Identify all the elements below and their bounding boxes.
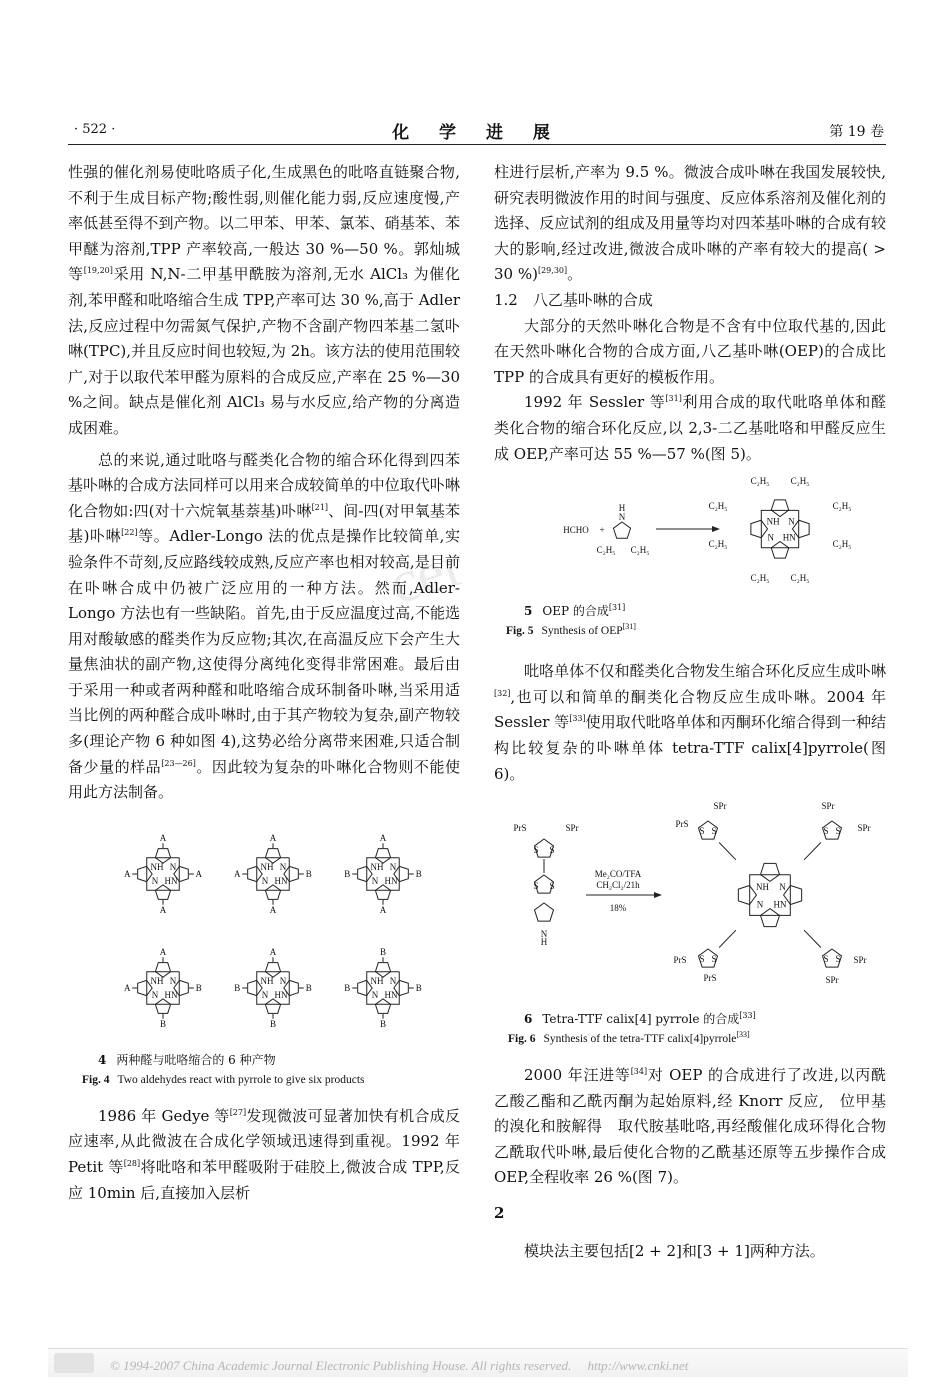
paragraph: [68, 160, 460, 442]
n-label: N: [371, 875, 379, 886]
left-column: [68, 160, 460, 1206]
ethyl-label: C₂H₅: [630, 545, 650, 556]
watermark: cer: [381, 531, 472, 617]
cnki-logo-icon: [54, 1353, 94, 1373]
text-run: 发现微波可显著加快有机合成反应速率,从此微波在合成化学领域迅速得到重视。1992 年 Petit 等: [68, 1106, 460, 1177]
citation: [23—26]: [161, 758, 196, 768]
ethyl-label: C₂H₅: [708, 539, 728, 550]
n-label: N: [779, 882, 786, 893]
citation: [33]: [736, 1030, 750, 1040]
substituent-label: B: [344, 982, 351, 993]
ethyl-label: C₂H₅: [832, 501, 852, 512]
caption-number: Fig. 6: [508, 1033, 536, 1046]
double-bond: [804, 843, 821, 860]
citation: [31]: [665, 394, 682, 404]
prs-label: PrS: [675, 819, 689, 830]
substituent-label: B: [305, 868, 312, 879]
spr-label: SPr: [825, 975, 839, 986]
spr-label: SPr: [857, 823, 871, 834]
s-label: S: [823, 954, 829, 965]
citation: [33]: [569, 714, 586, 724]
pyrrole-ring: [738, 886, 756, 905]
figure-4-structures: [68, 810, 460, 1046]
arrow-head: [712, 526, 720, 532]
n-label: N: [279, 861, 287, 872]
paragraph: [494, 659, 886, 787]
right-column: [494, 160, 886, 1264]
ethyl-label: C₂H₅: [708, 501, 728, 512]
s-label: S: [823, 826, 829, 837]
n-label: N: [279, 975, 287, 986]
substituent-label: A: [269, 947, 277, 958]
paragraph: [494, 1063, 886, 1191]
substituent-label: B: [305, 982, 312, 993]
citation: [28]: [123, 1159, 141, 1169]
citation: [22]: [121, 528, 138, 538]
h-label: H: [618, 503, 626, 514]
text-run: 1986 年 Gedye 等: [98, 1106, 230, 1125]
n-label: N: [788, 516, 795, 527]
s-label: S: [699, 954, 705, 965]
pyrrole-ring: [613, 522, 630, 538]
ethyl-label: C₂H₅: [790, 476, 810, 487]
text-run: 总的来说,通过吡咯与醛类化合物的缩合环化得到四苯基卟啉的合成方法同样可以用来合成较简单的中位取代卟啉化合物如:四(对十六烷氧基萘基)卟啉: [68, 450, 460, 520]
copyright-notice: © 1994-2007 China Academic Journal Electronic Publishing House. All rights reserved. http://www.cnki.net: [110, 1358, 689, 1373]
caption-number: Fig. 5: [506, 625, 534, 638]
caption-number: 6: [524, 1012, 533, 1027]
pyrrole-ring: [265, 999, 280, 1013]
text-run: 吡咯单体不仅和醛类化合物发生缩合环化反应生成卟啉: [524, 662, 886, 681]
n-label: N: [389, 861, 397, 872]
caption-number: 5: [524, 604, 533, 619]
plus-sign: +: [599, 525, 605, 536]
s-label: S: [699, 826, 705, 837]
pyrrole-ring: [771, 500, 788, 517]
n-label: N: [261, 875, 269, 886]
text-run: 模块法主要包括[2 + 2]和[3 + 1]两种方法。: [524, 1241, 825, 1260]
text-run: 。因此较为复杂的卟啉化合物则不能使用此方法制备。: [68, 757, 460, 802]
text-run: 、间-四(对甲氧基苯基)卟啉: [68, 501, 461, 546]
substituent-label: A: [159, 947, 167, 958]
hn-label: HN: [384, 989, 398, 1000]
yield-label: 18%: [609, 903, 627, 914]
n-label: N: [767, 532, 775, 543]
n-label: N: [169, 861, 177, 872]
text-run: 对 OEP 的合成进行了改进,以丙酰乙酸乙酯和乙酰丙酮为起始原料,经 Knorr 反应, 位甲基的溴化和胺解得 取代胺基吡咯,再经酸催化成环得化合物乙酰取代卟啉,最后使化合物的乙酰基还原等五步操作合成 OEP,全程收率 26 %(图 7)。: [494, 1066, 886, 1187]
n-label: N: [618, 512, 626, 523]
pyrrole-ring: [751, 520, 768, 537]
substituent-label: B: [344, 868, 351, 879]
pyrrole-ring: [265, 849, 280, 863]
ethyl-label: C₂H₅: [832, 539, 852, 550]
caption-text: Tetra-TTF calix[4] pyrrole 的合成: [542, 1012, 740, 1027]
figure-4: [68, 810, 460, 1090]
s-label: S: [711, 826, 717, 837]
journal-title: 化 学 进 展: [392, 123, 562, 143]
paragraph: [494, 390, 886, 467]
substituent-label: B: [415, 982, 422, 993]
figure-4-caption: [68, 1050, 460, 1070]
text-run: 性强的催化剂易使吡咯质子化,生成黑色的吡咯直链聚合物,不利于生成目标产物;酸性弱,则催化能力弱,反应速度慢,产率低甚至得不到产物。以二甲苯、甲苯、氯苯、硝基苯、苯甲醚为溶剂,TPP 产率较高,一般达 30 %—50 %。郭灿城等: [68, 163, 460, 284]
caption-number: 4: [98, 1052, 107, 1067]
text-run: 大部分的天然卟啉化合物是不含有中位取代基的,因此在天然卟啉化合物的合成方面,八乙基卟啉(OEP)的合成比 TPP 的合成具有更好的模板作用。: [494, 316, 886, 386]
s-label: S: [549, 881, 555, 892]
spr-label: SPr: [713, 801, 727, 812]
figure-5-caption: [494, 601, 886, 621]
paragraph: [494, 314, 886, 391]
nh-label: NH: [756, 882, 769, 893]
text-run: 采用 N,N-二甲基甲酰胺为溶剂,无水 AlCl₃ 为催化剂,苯甲醛和吡咯缩合生成 TPP,产率可达 30 %,高于 Adler 法,反应过程中勿需氮气保护,产物不含副产物四苯基二氢卟啉(TPC),并且反应时间也较短,为 2h。该方法的使用范围较广,对于以取代苯甲醛为原料的合成反应,产率在 25 %—30 %之间。缺点是催化剂 AlCl₃ 易与水反应,给产物的分离造成困难。: [68, 265, 460, 437]
ethyl-label: C₂H₅: [790, 573, 810, 584]
volume-label: 第 19 卷: [829, 124, 884, 140]
pyrrole-ring: [155, 999, 170, 1013]
figure-5-scheme: [494, 471, 886, 597]
h-label: H: [540, 937, 548, 948]
pyrrole-ring: [771, 542, 788, 559]
spr-label: SPr: [821, 801, 835, 812]
substituent-label: A: [159, 904, 167, 915]
citation: [34]: [630, 1067, 648, 1077]
reagent-label: Me₂CO/TFA: [594, 869, 642, 880]
paragraph: [68, 448, 460, 806]
substituent-label: A: [195, 868, 203, 879]
s-label: S: [835, 954, 841, 965]
citation: [29,30]: [537, 266, 568, 276]
text-run: 等。Adler-Longo 法的优点是操作比较简单,实验条件不苛刻,反应路线较成熟,反应产率也相对较高,是目前在卟啉合成中仍被广泛应用的一种方法。然而,Adler-Longo 方法也有一些缺陷。首先,由于反应温度过高,不能选用对酸敏感的醛类作为反应物;其次,在高温反应下会产生大量焦油状的副产物,这使得分离纯化变得非常困难。最后由于采用一种或者两种醛和吡咯缩合成环制备卟啉,当采用适当比例的两种醛合成卟啉时,由于其产物较为复杂,副产物较多(理论产物 6 种如图 4),这势必给分离带来困难,只适合制备少量的样品: [68, 527, 461, 776]
s-label: S: [533, 881, 539, 892]
citation: [33]: [739, 1011, 756, 1021]
substituent-label: A: [379, 833, 387, 844]
hcho-label: HCHO: [563, 525, 589, 536]
text-run: 2000 年汪进等: [524, 1066, 631, 1085]
caption-text: Synthesis of the tetra-TTF calix[4]pyrrole: [543, 1033, 737, 1046]
s-label: S: [549, 845, 555, 856]
spr-label: SPr: [853, 955, 867, 966]
page-footer: [48, 1348, 908, 1377]
substituent-label: A: [379, 904, 387, 915]
substituent-label: A: [269, 904, 277, 915]
pyrrole-ring: [375, 885, 390, 899]
nh-label: NH: [150, 861, 164, 872]
n-label: N: [151, 875, 159, 886]
hn-label: HN: [773, 899, 787, 910]
prs-label: PrS: [703, 973, 717, 984]
caption-number: Fig. 4: [82, 1073, 110, 1086]
caption-text: Two aldehydes react with pyrrole to give six products: [117, 1073, 365, 1086]
figure-5: [494, 471, 886, 641]
caption-text: 两种醛与吡咯缩合的 6 种产物: [116, 1052, 276, 1067]
figure-5-caption-en: [494, 621, 886, 641]
section-heading-2: 2: [494, 1204, 505, 1223]
page-number: · 522 ·: [74, 122, 116, 137]
pyrrole-ring: [375, 999, 390, 1013]
substituent-label: B: [379, 1018, 387, 1029]
n-label: N: [371, 989, 379, 1000]
hn-label: HN: [274, 875, 288, 886]
nh-label: NH: [150, 975, 164, 986]
n-label: N: [540, 929, 548, 940]
citation: [27]: [229, 1107, 247, 1117]
paragraph: [68, 1104, 460, 1206]
substituent-label: B: [269, 1018, 277, 1029]
substituent-label: A: [269, 833, 277, 844]
n-label: N: [389, 975, 397, 986]
caption-text: Synthesis of OEP: [541, 625, 623, 638]
figure-6-scheme: [494, 791, 886, 1005]
substituent-label: B: [159, 1018, 167, 1029]
substituent-label: A: [159, 833, 167, 844]
text-run: 使用取代吡咯单体和丙酮环化缩合得到一种结构比较复杂的卟啉单体 tetra-TTF calix[4]pyrrole(图 6)。: [494, 713, 886, 783]
figure-6-caption: [494, 1009, 886, 1029]
pyrrole-ring: [155, 849, 170, 863]
text-run: 将吡咯和苯甲醛吸附于硅胶上,微波合成 TPP,反应 10min 后,直接加入层析: [68, 1158, 460, 1202]
text-run: 。: [567, 265, 583, 284]
hn-label: HN: [782, 532, 796, 543]
citation: [32]: [494, 688, 511, 698]
double-bond: [804, 930, 821, 947]
pyrrole-ring: [265, 885, 280, 899]
citation: [21]: [311, 502, 329, 512]
paragraph: [494, 1239, 886, 1265]
s-label: S: [711, 954, 717, 965]
substituent-label: B: [234, 982, 241, 993]
hn-label: HN: [384, 875, 398, 886]
hn-label: HN: [164, 875, 178, 886]
substituent-label: A: [123, 868, 131, 879]
double-bond: [719, 930, 736, 947]
figure-6: [494, 791, 886, 1049]
text-run: ,也可以和简单的酮类化合物反应生成卟啉。2004 年 Sessler 等: [494, 687, 886, 732]
pyrrole-ring: [760, 863, 779, 881]
hn-label: HN: [274, 989, 288, 1000]
substituent-label: B: [195, 982, 202, 993]
spr-label: SPr: [565, 823, 579, 834]
citation: [19,20]: [83, 266, 113, 276]
arrow-head: [654, 892, 662, 898]
pyrrole-ring: [375, 963, 390, 977]
pyrrole-ring: [265, 963, 280, 977]
pyrrole-ring: [375, 849, 390, 863]
paragraph: [494, 160, 886, 288]
ethyl-label: C₂H₅: [750, 573, 770, 584]
n-label: N: [169, 975, 177, 986]
pyrrole-ring: [155, 885, 170, 899]
pyrrole-ring: [155, 963, 170, 977]
section-heading-1-2: 1.2 八乙基卟啉的合成: [494, 290, 653, 309]
n-label: N: [151, 989, 159, 1000]
pyrrole-ring: [760, 909, 779, 927]
ethyl-label: C₂H₅: [596, 545, 616, 556]
nh-label: NH: [260, 861, 274, 872]
citation: [31]: [622, 622, 636, 632]
s-label: S: [835, 826, 841, 837]
figure-6-caption-en: [494, 1029, 886, 1049]
caption-text: OEP 的合成: [542, 604, 609, 619]
text-run: 柱进行层析,产率为 9.5 %。微波合成卟啉在我国发展较快,研究表明微波作用的时间与强度、反应体系溶剂及催化剂的选择、反应试剂的组成及用量等均对四苯基卟啉的合成有较大的影响,经过改进,微波合成卟啉的产率有较大的提高( > 30 %): [494, 163, 886, 284]
citation: [31]: [608, 603, 626, 613]
double-bond: [719, 843, 736, 860]
reagent-label: CH₂Cl₂/21h: [596, 880, 640, 891]
n-label: N: [261, 989, 269, 1000]
hn-label: HN: [164, 989, 178, 1000]
prs-label: PrS: [513, 823, 527, 834]
prs-label: PrS: [673, 955, 687, 966]
page-header: [68, 118, 886, 145]
nh-label: NH: [260, 975, 274, 986]
ethyl-label: C₂H₅: [750, 476, 770, 487]
nh-label: NH: [370, 861, 384, 872]
substituent-label: B: [415, 868, 422, 879]
substituent-label: B: [379, 947, 387, 958]
n-label: N: [756, 899, 764, 910]
s-label: S: [533, 845, 539, 856]
text-run: 利用合成的取代吡咯单体和醛类化合物的缩合环化反应,以 2,3-二乙基吡咯和甲醛反应生成 OEP,产率可达 55 %—57 %(图 5)。: [494, 393, 886, 463]
substituent-label: A: [233, 868, 241, 879]
text-run: 1992 年 Sessler 等: [524, 393, 666, 412]
figure-4-caption-en: [68, 1070, 460, 1090]
nh-label: NH: [766, 516, 780, 527]
substituent-label: A: [123, 982, 131, 993]
pyrrole-ring: [534, 903, 553, 921]
nh-label: NH: [370, 975, 384, 986]
